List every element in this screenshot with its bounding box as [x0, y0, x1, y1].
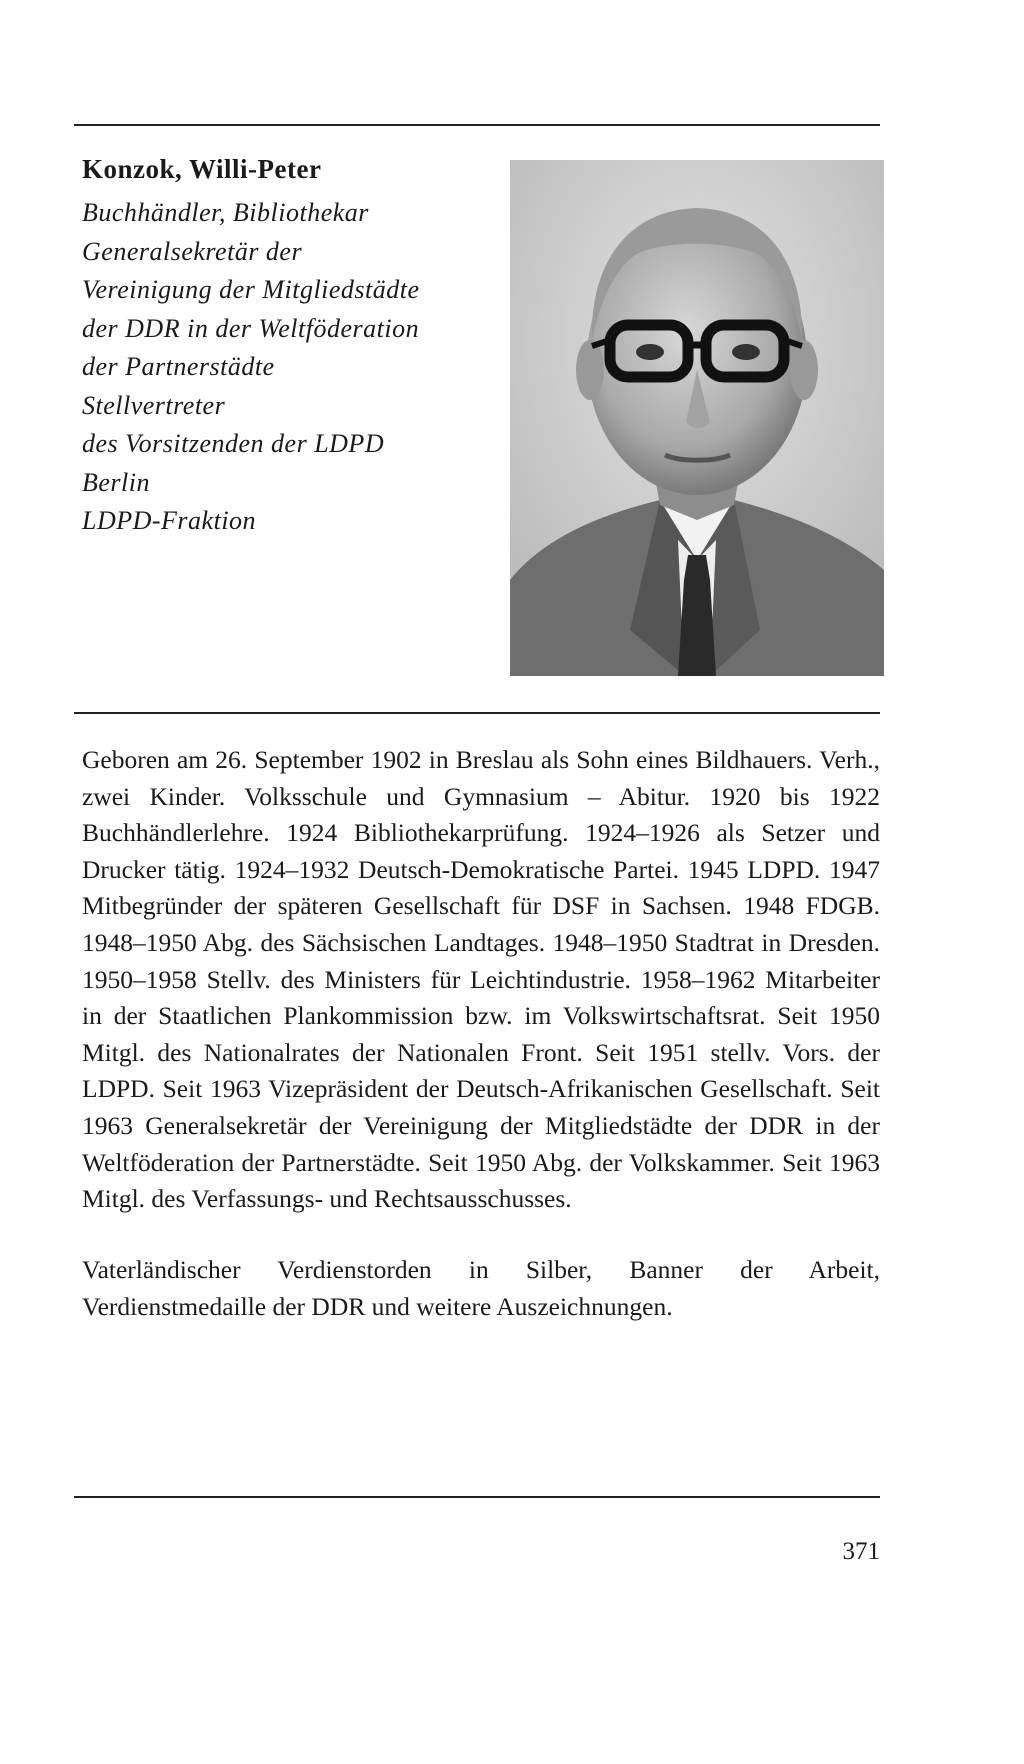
honors-text: Vaterländischer Verdienstorden in Silber, Banner der Arbeit, Verdienstmedaille der DDR und weitere Auszeichnungen.	[82, 1255, 880, 1321]
role-line: Vereinigung der Mitgliedstädte	[82, 275, 420, 304]
top-rule	[74, 124, 880, 126]
middle-rule	[74, 712, 880, 714]
bottom-rule	[74, 1496, 880, 1498]
role-line: des Vorsitzenden der LDPD	[82, 429, 385, 458]
biography-text: Geboren am 26. September 1902 in Breslau als Sohn eines Bildhauers. Verh., zwei Kinder. Volksschule und Gymnasium – Abitur. 1920 bis 1922 Buchhändlerlehre. 1924 Bibliothekarprüfung. 1924–1926 als Setzer und Drucker tätig. 1924–1932 Deutsch-Demokratische Partei. 1945 LDPD. 1947 Mitbegründer der späteren Gesellschaft für DSF in Sachsen. 1948 FDGB. 1948–1950 Abg. des Sächsischen Landtages. 1948–1950 Stadtrat in Dresden. 1950–1958 Stellv. des Ministers für Leichtindustrie. 1958–1962 Mitarbeiter in der Staatlichen Plankommission bzw. im Volkswirtschaftsrat. Seit 1950 Mitgl. des Nationalrates der Nationalen Front. Seit 1951 stellv. Vors. der LDPD. Seit 1963 Vizepräsident der Deutsch-Afrikanischen Gesellschaft. Seit 1963 Generalsekretär der Vereinigung der Mitgliedstädte der DDR in der Weltföderation der Partnerstädte. Seit 1950 Abg. der Volkskammer. Seit 1963 Mitgl. des Verfassungs- und Rechtsausschusses.	[82, 745, 880, 1214]
person-name: Konzok, Willi-Peter	[82, 154, 322, 184]
portrait-photo	[510, 160, 884, 676]
role-line: der DDR in der Weltföderation	[82, 313, 420, 343]
portrait-illustration	[510, 160, 884, 676]
entry-header	[82, 152, 502, 541]
role-line: der Partnerstädte	[82, 352, 275, 381]
role-line: Buchhändler, Bibliothekar	[82, 198, 369, 227]
page-number: 371	[842, 1538, 880, 1565]
role-line: LDPD-Fraktion	[82, 506, 257, 535]
role-line: Stellvertreter	[82, 390, 226, 420]
role-line: Generalsekretär der	[82, 236, 303, 266]
roles-list	[82, 194, 502, 541]
role-line: Berlin	[82, 467, 150, 497]
